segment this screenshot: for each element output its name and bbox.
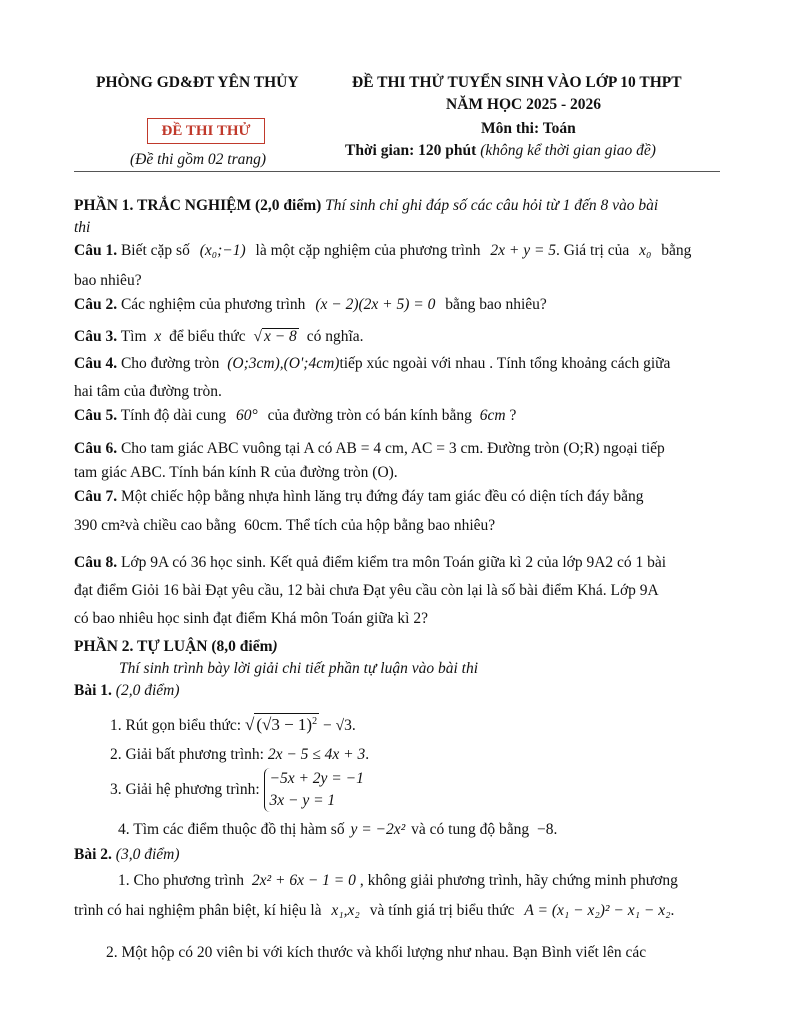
- school-name: PHÒNG GD&ĐT YÊN THỦY: [96, 74, 299, 91]
- exam-label-box: ĐỀ THI THỬ: [147, 118, 265, 144]
- question-1: [74, 242, 691, 260]
- exam-title: ĐỀ THI THỬ TUYỂN SINH VÀO LỚP 10 THPT: [352, 74, 682, 91]
- question-5: [74, 407, 516, 425]
- question-6: [74, 440, 665, 458]
- exam-time-note: (không kể thời gian giao đề): [480, 142, 656, 159]
- bai1-item2-text: 2. Giải bất phương trình:: [110, 746, 264, 763]
- q4-text-b: tiếp xúc ngoài với nhau . Tính tổng khoảng cách giữa: [339, 355, 671, 372]
- bai1-item1-inner: (√3 − 1): [256, 715, 313, 734]
- bai2-item1-line2-a: trình có hai nghiệm phân biệt, kí hiệu là: [74, 902, 322, 919]
- bai2-label: Bài 2.: [74, 846, 112, 863]
- q3-text-a: Tìm: [120, 328, 147, 345]
- q8-line2: đạt điểm Giỏi 16 bài Đạt yêu cầu, 12 bài chưa Đạt yêu cầu còn lại là số bài điểm Khá. Lớp 9A: [74, 582, 659, 599]
- q2-label: Câu 2.: [74, 296, 118, 313]
- bai2-item1-text-b: , không giải phương trình, hãy chứng minh phương: [359, 872, 678, 889]
- bai1-item4-function: y = −2x²: [350, 821, 406, 838]
- q4-label: Câu 4.: [74, 355, 118, 372]
- subject: Môn thi: Toán: [481, 120, 576, 137]
- q5-text-c: ?: [509, 407, 517, 424]
- q6-label: Câu 6.: [74, 440, 118, 457]
- part1-heading-line: [74, 197, 658, 215]
- school-year: NĂM HỌC 2025 - 2026: [446, 96, 601, 113]
- q6-line2: tam giác ABC. Tính bán kính R của đường tròn (O).: [74, 464, 398, 481]
- part1-instruction-cont: thi: [74, 219, 91, 236]
- bai1-item4-text-a: 4. Tìm các điểm thuộc đồ thị hàm số: [118, 821, 345, 838]
- q1-label: Câu 1.: [74, 242, 118, 259]
- bai2-item1-expression: A = (x₁ − x₂)² − x₁ − x₂: [524, 902, 671, 919]
- bai1-item2: [110, 746, 369, 764]
- q8-label: Câu 8.: [74, 554, 118, 571]
- bai1-item1-expr: √ $(√3 - 1)^2$: [244, 715, 318, 734]
- q3-sqrt: √ x − 8: [253, 328, 297, 345]
- q5-text-a: Tính độ dài cung: [120, 407, 227, 424]
- q8-line3: có bao nhiêu học sinh đạt điểm Khá môn Toán giữa kì 2?: [74, 610, 428, 627]
- q1-text-c: . Giá trị của: [556, 242, 630, 259]
- bai1-item1-tail: − √3: [322, 717, 352, 734]
- bai1-item3-eq2: 3x − y = 1: [269, 792, 336, 809]
- part1-instruction: Thí sinh chỉ ghi đáp số các câu hỏi từ 1 đến 8 vào bài: [325, 197, 659, 214]
- bai2-item1-roots: x₁,x₂: [331, 902, 360, 919]
- q5-label: Câu 5.: [74, 407, 118, 424]
- bai2-item1: [118, 872, 678, 890]
- bai2-heading: [74, 846, 179, 864]
- q7-text: Một chiếc hộp bằng nhựa hình lăng trụ đứng đáy tam giác đều có diện tích đáy bằng: [120, 488, 644, 505]
- part2-heading-line: [74, 638, 278, 656]
- bai1-item3-system: [264, 768, 364, 812]
- bai1-item4-value: −8: [536, 821, 554, 838]
- question-3: [74, 328, 364, 346]
- q3-label: Câu 3.: [74, 328, 118, 345]
- q3-variable: x: [154, 328, 162, 345]
- q4-circles: (O;3cm),(O';4cm): [227, 355, 340, 372]
- q1-equation: 2x + y = 5: [490, 242, 557, 259]
- bai1-heading: [74, 682, 179, 700]
- bai2-item2: 2. Một hộp có 20 viên bi với kích thước và khối lượng như nhau. Bạn Bình viết lên các: [106, 944, 647, 961]
- q7-line2: [74, 517, 495, 535]
- question-2: [74, 296, 547, 314]
- bai1-item2-inequality: 2x − 5 ≤ 4x + 3: [267, 746, 366, 763]
- q7-area: 390 cm²: [74, 517, 125, 534]
- q1-variable: x₀: [639, 242, 652, 259]
- question-8: [74, 554, 666, 572]
- bai1-item4: [118, 821, 557, 839]
- bai1-item4-end: .: [553, 821, 558, 838]
- bai1-item3-eq1: −5x + 2y = −1: [269, 770, 364, 787]
- q4-text-a: Cho đường tròn: [120, 355, 220, 372]
- bai1-item2-end: .: [365, 746, 370, 763]
- q1-line2: bao nhiêu?: [74, 272, 142, 289]
- q5-text-b: của đường tròn có bán kính bằng: [267, 407, 472, 424]
- q4-line2: hai tâm của đường tròn.: [74, 383, 222, 400]
- bai1-item1: [110, 713, 356, 735]
- bai2-item1-end: .: [670, 902, 675, 919]
- bai2-points: (3,0 điểm): [115, 846, 180, 863]
- q8-text: Lớp 9A có 36 học sinh. Kết quả điểm kiểm tra môn Toán giữa kì 2 của lớp 9A2 có 1 bài: [120, 554, 667, 571]
- bai1-points: (2,0 điểm): [115, 682, 180, 699]
- q2-text-b: bằng bao nhiêu?: [445, 296, 547, 313]
- bai1-item3: [110, 768, 364, 812]
- bai1-item1-exponent: 2: [312, 716, 318, 727]
- bai2-item1-line2-b: và tính giá trị biểu thức: [369, 902, 515, 919]
- q2-text-a: Các nghiệm của phương trình: [120, 296, 306, 313]
- q1-text-b: là một cặp nghiệm của phương trình: [255, 242, 481, 259]
- part2-heading-paren: ): [272, 638, 278, 655]
- bai2-item1-equation: 2x² + 6x − 1 = 0: [251, 872, 356, 889]
- pages-note: (Đề thi gồm 02 trang): [130, 151, 267, 168]
- q3-text-c: có nghĩa.: [306, 328, 364, 345]
- bai1-label: Bài 1.: [74, 682, 112, 699]
- bai1-item1-radicand: [254, 713, 319, 733]
- q3-text-b: để biểu thức: [169, 328, 246, 345]
- bai1-item1-text: 1. Rút gọn biểu thức:: [110, 717, 242, 734]
- q2-equation: (x − 2)(2x + 5) = 0: [315, 296, 436, 313]
- q7-height: 60cm: [244, 517, 279, 534]
- exam-time: [345, 142, 656, 160]
- q3-expression: x − 8: [263, 328, 297, 345]
- bai1-item1-end: .: [351, 717, 356, 734]
- q5-radius: 6cm: [479, 407, 506, 424]
- exam-time-bold: Thời gian: 120 phút: [345, 142, 477, 159]
- bai1-item3-text: 3. Giải hệ phương trình:: [110, 781, 260, 798]
- q1-text-a: Biết cặp số: [120, 242, 190, 259]
- header-divider: [74, 171, 720, 172]
- q5-angle: 60°: [236, 407, 258, 424]
- q1-pair: (x₀;−1): [199, 242, 246, 259]
- question-4: [74, 355, 670, 373]
- q1-text-d: bằng: [661, 242, 692, 259]
- q6-text: Cho tam giác ABC vuông tại A có AB = 4 cm, AC = 3 cm. Đường tròn (O;R) ngoại tiếp: [120, 440, 665, 457]
- part2-instruction: Thí sinh trình bày lời giải chi tiết phần tự luận vào bài thi: [119, 660, 479, 677]
- question-7: [74, 488, 644, 506]
- q7-text-b: và chiều cao bằng: [124, 517, 237, 534]
- part1-heading: PHẦN 1. TRẮC NGHIỆM (2,0 điểm): [74, 197, 322, 214]
- q7-text-c: . Thể tích của hộp bằng bao nhiêu?: [278, 517, 496, 534]
- bai2-item1-text-a: 1. Cho phương trình: [118, 872, 244, 889]
- bai2-item1-line2: [74, 902, 674, 920]
- q7-label: Câu 7.: [74, 488, 118, 505]
- bai1-item4-text-b: và có tung độ bằng: [411, 821, 530, 838]
- part2-heading: PHẦN 2. TỰ LUẬN (8,0 điểm: [74, 638, 273, 655]
